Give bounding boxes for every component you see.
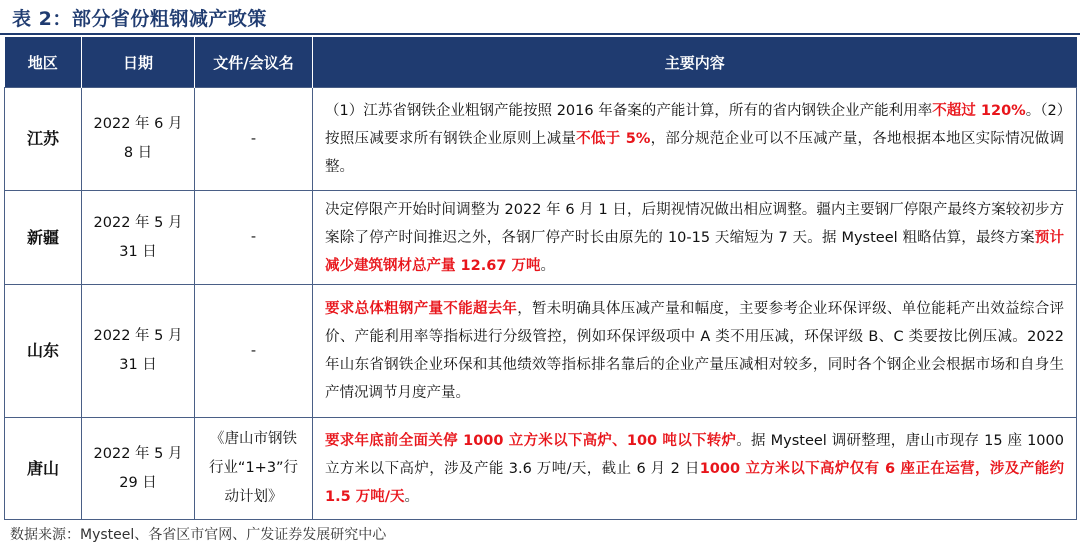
content-cell bbox=[313, 88, 1077, 191]
region-cell: 唐山 bbox=[5, 418, 82, 520]
table-row bbox=[5, 191, 1077, 285]
highlight-text: 预计减少建筑钢材总产量 12.67 万吨 bbox=[325, 229, 1064, 274]
table-row bbox=[5, 418, 1077, 520]
content-text: （1）江苏省钢铁企业粗钢产能按照 2016 年备案的产能计算，所有的省内钢铁企业产能利用率 bbox=[325, 103, 933, 119]
header-row bbox=[5, 37, 1077, 88]
table-row bbox=[5, 285, 1077, 418]
header-content: 主要内容 bbox=[313, 37, 1077, 88]
table-title: 表 2：部分省份粗钢减产政策 bbox=[12, 8, 267, 30]
highlight-text: 要求总体粗钢产量不能超去年 bbox=[325, 301, 518, 317]
content-cell bbox=[313, 418, 1077, 520]
highlight-text: 要求年底前全面关停 1000 立方米以下高炉、100 吨以下转炉 bbox=[325, 432, 737, 449]
title-divider bbox=[0, 33, 1080, 35]
region-cell: 新疆 bbox=[5, 191, 82, 285]
content-text: 。 bbox=[540, 257, 555, 274]
content-text: 。据 Mysteel 调研整理，唐山市现存 15 座 1000 立方米以下高炉，涉及产能 3.6 万吨/天，截止 6 月 2 日 bbox=[325, 432, 1064, 477]
date-cell: 2022 年 6 月 8 日 bbox=[82, 88, 195, 191]
date-cell: 2022 年 5 月 31 日 bbox=[82, 191, 195, 285]
content-cell bbox=[313, 285, 1077, 418]
document-cell: - bbox=[195, 88, 313, 191]
region-cell: 山东 bbox=[5, 285, 82, 418]
region-cell: 江苏 bbox=[5, 88, 82, 191]
policy-table bbox=[4, 37, 1077, 520]
highlight-text: 1000 立方米以下高炉仅有 6 座正在运营，涉及产能约 1.5 万吨/天 bbox=[325, 460, 1064, 505]
highlight-text: 不超过 120% bbox=[932, 103, 1026, 119]
highlight-text: 不低于 5% bbox=[576, 131, 651, 147]
content-cell bbox=[313, 191, 1077, 285]
document-cell: 《唐山市钢铁行业“1+3”行动计划》 bbox=[195, 418, 313, 520]
content-text: ，部分规范企业可以不压减产量，各地根据本地区实际情况做调整。 bbox=[325, 131, 1065, 175]
table-row bbox=[5, 88, 1077, 191]
document-cell: - bbox=[195, 191, 313, 285]
header-date: 日期 bbox=[82, 37, 195, 88]
data-source-note: 数据来源：Mysteel、各省区市官网、广发证券发展研究中心 bbox=[10, 527, 387, 543]
date-cell: 2022 年 5 月 31 日 bbox=[82, 285, 195, 418]
content-text: 决定停限产开始时间调整为 2022 年 6 月 1 日，后期视情况做出相应调整。疆内主要钢厂停限产最终方案较初步方案除了停产时间推迟之外，各钢厂停产时长由原先的 10-15 天缩短为 7 天。据 Mysteel 粗略估算，最终方案 bbox=[325, 201, 1064, 246]
document-cell: - bbox=[195, 285, 313, 418]
header-document: 文件/会议名 bbox=[195, 37, 313, 88]
content-text: 。 bbox=[404, 488, 420, 505]
content-text: 。（2）按照压减要求所有钢铁企业原则上减量 bbox=[325, 103, 1065, 147]
header-region: 地区 bbox=[5, 37, 82, 88]
date-cell: 2022 年 5 月 29 日 bbox=[82, 418, 195, 520]
content-text: ，暂未明确具体压减产量和幅度，主要参考企业环保评级、单位能耗产出效益综合评价、产能利用率等指标进行分级管控，例如环保评级项中 A 类不用压减，环保评级 B、C 类要按比例压减。2022 年山东省钢铁企业环保和其他绩效等指标排名靠后的企业产量压减相对较多，同时各个钢企业会根据市场和自身生产情况调节月度产量。 bbox=[325, 301, 1065, 401]
